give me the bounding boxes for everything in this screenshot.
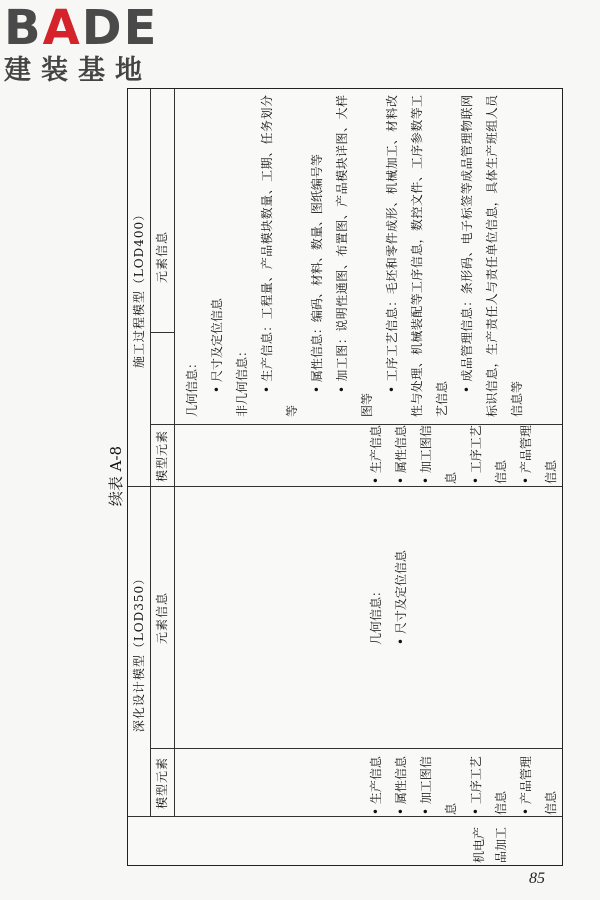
bade-logo xyxy=(4,2,179,92)
row-category: 机电产品加工 xyxy=(472,826,508,863)
list-item: • 工序工艺信息 xyxy=(469,425,508,484)
info-line: 非几何信息： xyxy=(235,344,249,417)
lod400-element-info-header: 元素信息 xyxy=(155,231,169,284)
list-item: • 产品管理信息 xyxy=(519,756,558,815)
info-line: 几何信息： xyxy=(185,356,199,417)
info-line: • 加工图：说明性通图、布置图、产品模块详图、大样图等 xyxy=(335,95,374,417)
info-line: • 属性信息：编码、材料、数量、图纸编号等 xyxy=(310,154,324,393)
table-caption: 续表 A-8 xyxy=(107,445,125,507)
rotated-page-content xyxy=(105,86,565,866)
info-line: • 成品管理信息：条形码、电子标签等成品管理物联网标识信息，生产责任人与责任单位信息，具体生产班组人员信息等 xyxy=(460,95,524,417)
page-number: 85 xyxy=(529,870,545,887)
lod400-model-elements-header: 模型元素 xyxy=(155,430,169,483)
info-line: • 尺寸及定位信息 xyxy=(210,298,224,393)
lod400-header: 施工过程模型（LOD400） xyxy=(132,207,146,369)
list-item: • 属性信息 xyxy=(394,425,408,484)
list-item: 几何信息： xyxy=(369,584,383,645)
lod350-element-info xyxy=(364,495,414,645)
info-line: • 工序工艺信息：毛坯和零件成形、机械加工、材料改性与处理、机械装配等工序信息，数控文件、工序参数等工艺信息 xyxy=(385,95,449,417)
lod350-header: 深化设计模型（LOD350） xyxy=(132,571,146,733)
list-item: • 生产信息 xyxy=(369,425,383,484)
list-item: • 加工图信息 xyxy=(419,425,458,484)
lod-table xyxy=(127,88,563,866)
info-line: • 生产信息：工程量、产品模块数量、工期、任务划分等 xyxy=(260,95,299,417)
lod350-model-elements-list xyxy=(364,749,564,815)
lod350-element-info-header: 元素信息 xyxy=(155,592,169,645)
list-item: • 产品管理信息 xyxy=(519,425,558,484)
logo-chinese-text: 建装基地 xyxy=(4,55,152,86)
lod350-model-elements-header: 模型元素 xyxy=(155,757,169,810)
list-item: • 加工图信息 xyxy=(419,756,458,815)
list-item: • 属性信息 xyxy=(394,756,408,815)
list-item: • 工序工艺信息 xyxy=(469,756,508,815)
lod400-model-elements-list xyxy=(364,424,564,484)
list-item: • 生产信息 xyxy=(369,756,383,815)
lod400-element-info xyxy=(180,95,530,417)
logo-wordmark: BADE xyxy=(4,0,159,56)
list-item: • 尺寸及定位信息 xyxy=(394,550,408,645)
